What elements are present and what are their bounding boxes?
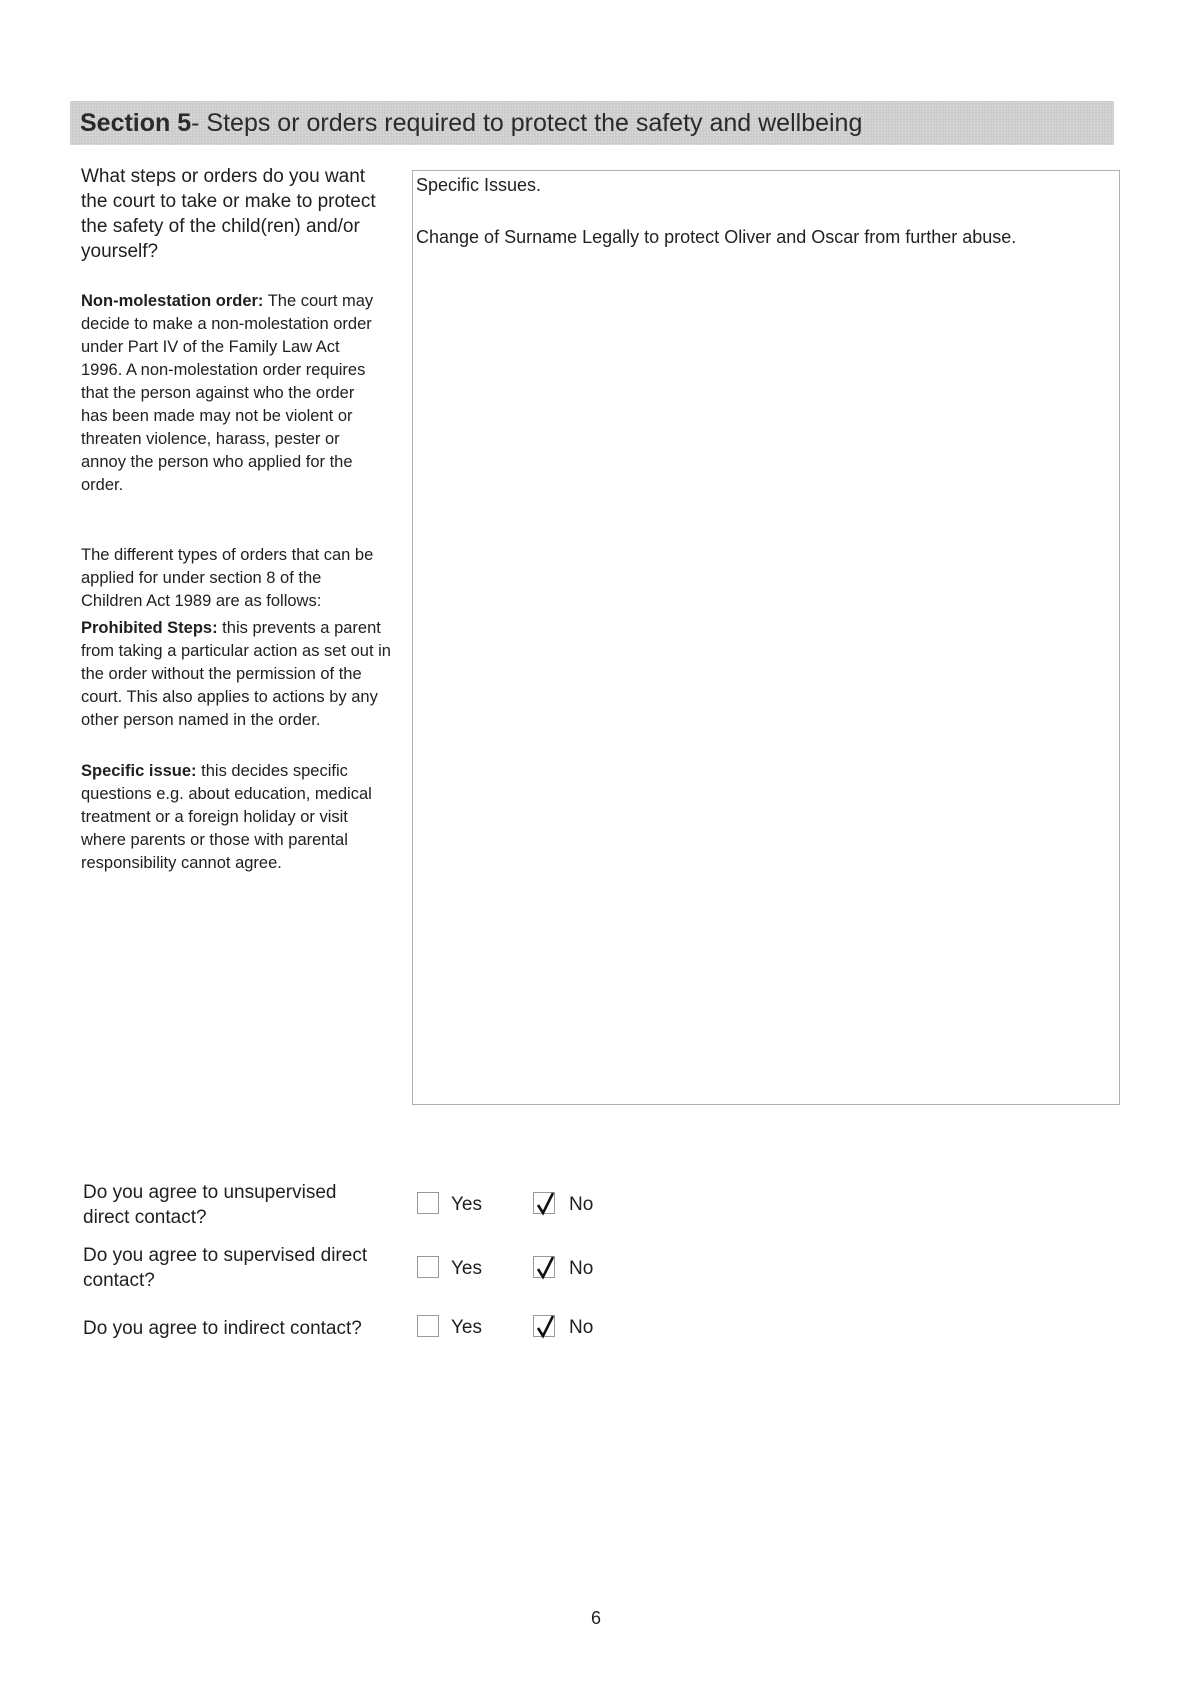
checkmark-icon [535, 1189, 557, 1217]
supervised-no-label: No [569, 1258, 594, 1279]
prohibited-steps-info [81, 617, 391, 732]
specific-issue-heading: Specific issue: [81, 762, 197, 780]
unsupervised-yes-checkbox[interactable] [417, 1192, 439, 1214]
section-title: - Steps or orders required to protect the safety and wellbeing [191, 108, 863, 137]
contact-question-unsupervised: Do you agree to unsupervised direct contact? [83, 1182, 337, 1228]
indirect-yes-label: Yes [451, 1317, 482, 1338]
non-molestation-info [81, 290, 381, 497]
prohibited-steps-heading: Prohibited Steps: [81, 619, 218, 637]
indirect-no-checkbox[interactable] [533, 1315, 555, 1337]
specific-issue-text: this decides specific questions e.g. about education, medical treatment or a foreign holiday or visit where parents or those with parental responsibility cannot agree. [81, 762, 372, 872]
prohibited-steps-text: this prevents a parent from taking a particular action as set out in the order without the permission of the court. This also applies to actions by any other person named in the order. [81, 619, 391, 729]
unsupervised-no-label: No [569, 1194, 594, 1215]
indirect-yes-checkbox[interactable] [417, 1315, 439, 1337]
contact-question-supervised: Do you agree to supervised direct contact? [83, 1245, 368, 1291]
non-molestation-heading: Non-molestation order: [81, 292, 264, 310]
non-molestation-text: The court may decide to make a non-molestation order under Part IV of the Family Law Act 1996. A non-molestation order requires that the person against who the order has been made may not be violent or threaten violence, harass, pester or annoy the person who applied for the order. [81, 292, 374, 494]
checkmark-icon [535, 1253, 557, 1281]
supervised-no-checkbox[interactable] [533, 1256, 555, 1278]
answer-line-1: Specific Issues. [416, 175, 542, 195]
supervised-yes-label: Yes [451, 1258, 482, 1279]
indirect-no-label: No [569, 1317, 594, 1338]
unsupervised-no-checkbox[interactable] [533, 1192, 555, 1214]
checkmark-icon [535, 1312, 557, 1340]
section-header [70, 101, 1114, 145]
answer-line-2: Change of Surname Legally to protect Oliver and Oscar from further abuse. [416, 227, 1017, 247]
page-number: 6 [590, 1608, 601, 1628]
section8-intro: The different types of orders that can be applied for under section 8 of the Children Act 1989 are as follows: [81, 546, 374, 610]
unsupervised-yes-label: Yes [451, 1194, 482, 1215]
contact-question-indirect: Do you agree to indirect contact? [83, 1318, 362, 1339]
main-question: What steps or orders do you want the court to take or make to protect the safety of the child(ren) and/or yourself? [81, 166, 376, 262]
answer-textarea[interactable] [412, 170, 1120, 1105]
specific-issue-info [81, 760, 391, 875]
supervised-yes-checkbox[interactable] [417, 1256, 439, 1278]
section-label: Section 5 [80, 108, 192, 137]
